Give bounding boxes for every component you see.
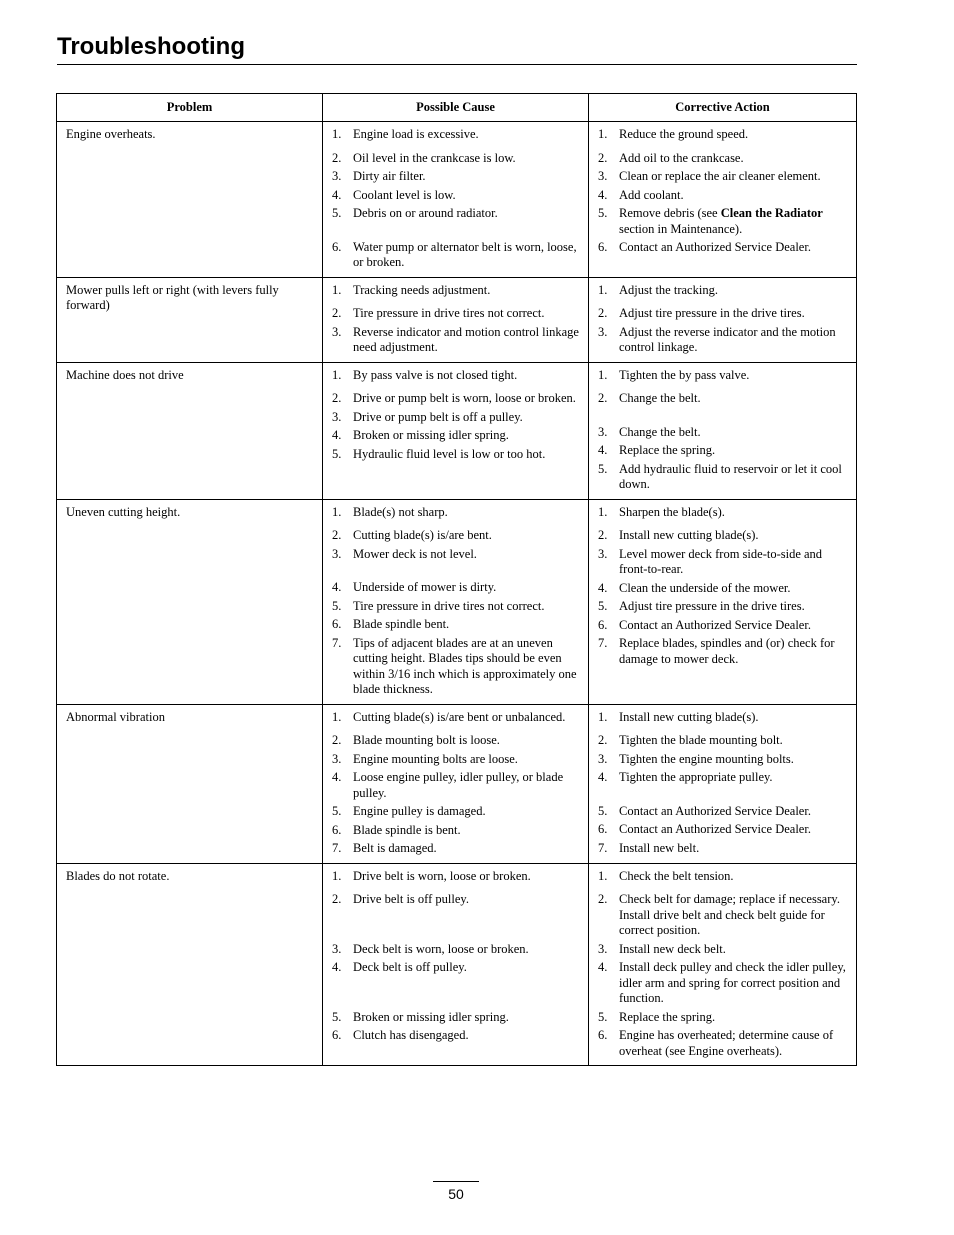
cause-number: 3. bbox=[332, 324, 342, 339]
cause-text: Oil level in the crankcase is low. bbox=[353, 150, 516, 165]
action-text: Tighten the appropriate pulley. bbox=[619, 770, 773, 784]
action-item bbox=[598, 710, 847, 726]
action-text: Contact an Authorized Service Dealer. bbox=[619, 617, 811, 632]
action-number: 4. bbox=[598, 443, 608, 457]
cause-cell bbox=[323, 122, 589, 278]
cause-text: Coolant level is low. bbox=[353, 187, 456, 202]
header-possible-cause: Possible Cause bbox=[323, 94, 589, 122]
action-item bbox=[598, 752, 847, 768]
cause-cell bbox=[323, 277, 589, 362]
action-number: 1. bbox=[598, 709, 608, 724]
action-number: 2. bbox=[598, 150, 608, 165]
action-item bbox=[598, 869, 847, 885]
cause-number: 3. bbox=[332, 751, 342, 766]
action-number: 6. bbox=[598, 1028, 608, 1042]
action-item bbox=[598, 462, 847, 493]
cause-number: 1. bbox=[332, 868, 342, 883]
cause-text: Cutting blade(s) is/are bent. bbox=[353, 528, 492, 542]
action-text: Add coolant. bbox=[619, 187, 684, 202]
action-text: Adjust the tracking. bbox=[619, 282, 718, 297]
action-number: 3. bbox=[598, 941, 608, 956]
cause-list bbox=[332, 368, 579, 463]
action-text: Reduce the ground speed. bbox=[619, 127, 749, 141]
cause-item bbox=[332, 391, 579, 407]
cause-item bbox=[332, 547, 579, 563]
problem-cell: Uneven cutting height. bbox=[57, 499, 323, 704]
cause-list bbox=[332, 283, 579, 356]
action-cell bbox=[589, 704, 857, 863]
action-text: Contact an Authorized Service Dealer. bbox=[619, 803, 811, 818]
action-text: Add oil to the crankcase. bbox=[619, 150, 744, 165]
cause-item bbox=[332, 869, 579, 885]
cause-number: 5. bbox=[332, 804, 342, 818]
action-item bbox=[598, 636, 847, 667]
cause-item bbox=[332, 892, 579, 908]
action-number: 3. bbox=[598, 424, 608, 439]
cause-number: 3. bbox=[332, 941, 342, 956]
cause-text: Broken or missing idler spring. bbox=[353, 428, 509, 442]
cause-text: Water pump or alternator belt is worn, loose, or broken. bbox=[353, 239, 577, 269]
action-number: 5. bbox=[598, 461, 608, 476]
action-item bbox=[598, 599, 847, 615]
cause-number: 5. bbox=[332, 598, 342, 613]
cause-number: 6. bbox=[332, 1028, 342, 1042]
table-row bbox=[57, 362, 857, 499]
cause-item bbox=[332, 804, 579, 820]
action-item bbox=[598, 581, 847, 597]
cause-text: Clutch has disengaged. bbox=[353, 1028, 469, 1042]
cause-item bbox=[332, 599, 579, 615]
action-number: 3. bbox=[598, 751, 608, 766]
cause-item bbox=[332, 283, 579, 299]
action-number: 2. bbox=[598, 733, 608, 747]
action-item bbox=[598, 325, 847, 356]
action-item bbox=[598, 169, 847, 185]
cause-item bbox=[332, 617, 579, 633]
action-text bbox=[619, 206, 847, 237]
action-text: Tighten the blade mounting bolt. bbox=[619, 733, 783, 747]
action-item bbox=[598, 443, 847, 459]
cause-number: 7. bbox=[332, 841, 342, 855]
cause-text: Belt is damaged. bbox=[353, 841, 437, 855]
action-number: 1. bbox=[598, 367, 608, 382]
cause-item bbox=[332, 325, 579, 356]
cause-number: 1. bbox=[332, 282, 342, 297]
cause-number: 3. bbox=[332, 546, 342, 561]
header-corrective-action: Corrective Action bbox=[589, 94, 857, 122]
action-item bbox=[598, 618, 847, 634]
action-text-part: section in Maintenance). bbox=[619, 221, 743, 236]
cause-text: Tire pressure in drive tires not correct. bbox=[353, 598, 545, 613]
action-item bbox=[598, 240, 847, 256]
action-number: 1. bbox=[598, 282, 608, 297]
action-text: Change the belt. bbox=[619, 424, 701, 439]
cause-number: 2. bbox=[332, 528, 342, 542]
cause-number: 7. bbox=[332, 635, 342, 650]
action-list bbox=[598, 505, 847, 668]
action-text: Adjust tire pressure in the drive tires. bbox=[619, 599, 805, 613]
cause-text: Loose engine pulley, idler pulley, or blade pulley. bbox=[353, 770, 564, 800]
cause-item bbox=[332, 580, 579, 596]
cause-item bbox=[332, 447, 579, 463]
cause-item bbox=[332, 206, 579, 222]
action-list bbox=[598, 368, 847, 493]
problem-cell: Engine overheats. bbox=[57, 122, 323, 278]
action-item bbox=[598, 151, 847, 167]
action-number: 4. bbox=[598, 187, 608, 202]
action-number: 1. bbox=[598, 127, 608, 141]
action-item bbox=[598, 841, 847, 857]
cause-item bbox=[332, 410, 579, 426]
action-text: Engine has overheated; determine cause of overheat (see Engine overheats). bbox=[619, 1028, 834, 1058]
action-item bbox=[598, 188, 847, 204]
cause-number: 1. bbox=[332, 504, 342, 519]
action-number: 4. bbox=[598, 580, 608, 595]
action-number: 2. bbox=[598, 306, 608, 320]
action-text: Install new deck belt. bbox=[619, 941, 726, 956]
action-list bbox=[598, 710, 847, 857]
action-item bbox=[598, 368, 847, 384]
action-item bbox=[598, 892, 847, 939]
action-text: Install deck pulley and check the idler pulley, idler arm and spring for correct position and function. bbox=[619, 960, 846, 1005]
action-text: Adjust tire pressure in the drive tires. bbox=[619, 306, 805, 320]
cause-item bbox=[332, 240, 579, 271]
cause-number: 5. bbox=[332, 1009, 342, 1024]
cause-text: Reverse indicator and motion control linkage need adjustment. bbox=[353, 324, 579, 354]
cause-item bbox=[332, 368, 579, 384]
cause-cell bbox=[323, 362, 589, 499]
page-number: 50 bbox=[448, 1186, 464, 1202]
action-number: 2. bbox=[598, 892, 608, 906]
cause-text: Dirty air filter. bbox=[353, 169, 426, 183]
cause-number: 1. bbox=[332, 127, 342, 141]
table-row bbox=[57, 277, 857, 362]
problem-cell: Blades do not rotate. bbox=[57, 863, 323, 1066]
cause-text: Deck belt is worn, loose or broken. bbox=[353, 941, 529, 956]
cause-text: Hydraulic fluid level is low or too hot. bbox=[353, 446, 546, 461]
action-text: Add hydraulic fluid to reservoir or let it cool down. bbox=[619, 461, 842, 491]
cause-number: 4. bbox=[332, 428, 342, 442]
action-number: 6. bbox=[598, 617, 608, 632]
cause-text: Drive belt is worn, loose or broken. bbox=[353, 868, 531, 883]
action-text: Contact an Authorized Service Dealer. bbox=[619, 240, 811, 254]
action-text: Replace the spring. bbox=[619, 443, 716, 457]
cause-item bbox=[332, 151, 579, 167]
action-number: 1. bbox=[598, 504, 608, 519]
cause-cell bbox=[323, 704, 589, 863]
cause-number: 4. bbox=[332, 187, 342, 202]
action-text: Replace the spring. bbox=[619, 1009, 716, 1024]
action-text: Install new belt. bbox=[619, 840, 700, 855]
cause-item bbox=[332, 1028, 579, 1044]
action-text: Check the belt tension. bbox=[619, 868, 734, 883]
cause-text: Cutting blade(s) is/are bent or unbalanced. bbox=[353, 709, 566, 724]
table-row bbox=[57, 122, 857, 278]
cause-text: Engine load is excessive. bbox=[353, 127, 479, 141]
header-problem: Problem bbox=[57, 94, 323, 122]
action-item bbox=[598, 547, 847, 578]
cause-number: 2. bbox=[332, 892, 342, 906]
cause-number: 3. bbox=[332, 409, 342, 424]
cause-number: 4. bbox=[332, 580, 342, 594]
action-text: Contact an Authorized Service Dealer. bbox=[619, 822, 811, 836]
cause-item bbox=[332, 823, 579, 839]
problem-cell: Abnormal vibration bbox=[57, 704, 323, 863]
cause-text: Drive or pump belt is off a pulley. bbox=[353, 409, 523, 424]
page-title: Troubleshooting bbox=[57, 33, 245, 60]
troubleshooting-table bbox=[56, 93, 857, 1066]
action-text: Tighten the engine mounting bolts. bbox=[619, 751, 794, 766]
action-item bbox=[598, 1010, 847, 1026]
cause-text: Debris on or around radiator. bbox=[353, 206, 498, 220]
action-text-part: Remove debris (see bbox=[619, 206, 721, 220]
action-number: 5. bbox=[598, 599, 608, 613]
action-number: 5. bbox=[598, 206, 608, 220]
action-item bbox=[598, 505, 847, 521]
action-item bbox=[598, 804, 847, 820]
cause-number: 4. bbox=[332, 770, 342, 784]
cause-text: Blade spindle is bent. bbox=[353, 822, 461, 837]
cause-number: 6. bbox=[332, 239, 342, 254]
cause-text: Broken or missing idler spring. bbox=[353, 1009, 509, 1024]
cause-cell bbox=[323, 499, 589, 704]
action-list bbox=[598, 869, 847, 1060]
cause-number: 3. bbox=[332, 169, 342, 183]
cause-text: Blade(s) not sharp. bbox=[353, 504, 448, 519]
cause-item bbox=[332, 127, 579, 143]
action-item bbox=[598, 391, 847, 407]
action-number: 6. bbox=[598, 822, 608, 836]
action-text: Change the belt. bbox=[619, 391, 701, 405]
cause-list bbox=[332, 505, 579, 698]
action-list bbox=[598, 283, 847, 356]
action-item bbox=[598, 425, 847, 441]
action-number: 3. bbox=[598, 546, 608, 561]
cause-text: By pass valve is not closed tight. bbox=[353, 367, 518, 382]
cause-number: 5. bbox=[332, 206, 342, 220]
cause-item bbox=[332, 636, 579, 698]
cause-item bbox=[332, 306, 579, 322]
cause-text: Tips of adjacent blades are at an uneven cutting height. Blades tips should be even within 3/16 inch which is approximately one blade thickness. bbox=[353, 635, 577, 696]
cause-text: Engine mounting bolts are loose. bbox=[353, 751, 518, 766]
cause-number: 1. bbox=[332, 367, 342, 382]
action-item bbox=[598, 770, 847, 786]
action-item bbox=[598, 306, 847, 322]
action-number: 1. bbox=[598, 868, 608, 883]
cause-text: Tracking needs adjustment. bbox=[353, 282, 491, 297]
action-text: Install new cutting blade(s). bbox=[619, 528, 759, 542]
cause-text: Blade mounting bolt is loose. bbox=[353, 733, 500, 747]
action-item bbox=[598, 206, 847, 237]
cause-item bbox=[332, 841, 579, 857]
action-text: Level mower deck from side-to-side and front-to-rear. bbox=[619, 546, 823, 576]
action-number: 5. bbox=[598, 1009, 608, 1024]
action-number: 2. bbox=[598, 391, 608, 405]
action-number: 3. bbox=[598, 169, 608, 183]
cause-item bbox=[332, 942, 579, 958]
cause-number: 2. bbox=[332, 733, 342, 747]
cause-item bbox=[332, 752, 579, 768]
cause-text: Blade spindle bent. bbox=[353, 617, 450, 631]
action-cell bbox=[589, 362, 857, 499]
action-number: 4. bbox=[598, 770, 608, 784]
cause-list bbox=[332, 710, 579, 857]
cause-number: 1. bbox=[332, 709, 342, 724]
cause-number: 2. bbox=[332, 150, 342, 165]
action-cell bbox=[589, 277, 857, 362]
cause-text: Deck belt is off pulley. bbox=[353, 960, 467, 974]
action-number: 7. bbox=[598, 636, 608, 650]
cause-number: 2. bbox=[332, 391, 342, 405]
cause-item bbox=[332, 770, 579, 801]
table-row bbox=[57, 704, 857, 863]
action-list bbox=[598, 127, 847, 256]
cause-item bbox=[332, 1010, 579, 1026]
cause-number: 5. bbox=[332, 446, 342, 461]
action-text: Replace blades, spindles and (or) check for damage to mower deck. bbox=[619, 636, 835, 666]
action-item bbox=[598, 942, 847, 958]
title-divider bbox=[57, 64, 857, 65]
action-item bbox=[598, 1028, 847, 1059]
cause-item bbox=[332, 733, 579, 749]
cause-item bbox=[332, 188, 579, 204]
action-item bbox=[598, 283, 847, 299]
action-text: Adjust the reverse indicator and the motion control linkage. bbox=[619, 324, 836, 354]
action-number: 7. bbox=[598, 840, 608, 855]
cause-text: Mower deck is not level. bbox=[353, 546, 477, 561]
action-text: Clean the underside of the mower. bbox=[619, 580, 791, 595]
cause-cell bbox=[323, 863, 589, 1066]
section-reference: Clean the Radiator bbox=[720, 206, 823, 220]
action-cell bbox=[589, 122, 857, 278]
action-item bbox=[598, 733, 847, 749]
action-number: 4. bbox=[598, 960, 608, 974]
action-text: Install new cutting blade(s). bbox=[619, 709, 759, 724]
cause-text: Underside of mower is dirty. bbox=[353, 580, 497, 594]
cause-number: 2. bbox=[332, 306, 342, 320]
problem-cell: Machine does not drive bbox=[57, 362, 323, 499]
cause-text: Tire pressure in drive tires not correct. bbox=[353, 306, 545, 320]
table-header-row bbox=[57, 94, 857, 122]
action-cell bbox=[589, 499, 857, 704]
action-text: Tighten the by pass valve. bbox=[619, 367, 750, 382]
action-cell bbox=[589, 863, 857, 1066]
action-number: 3. bbox=[598, 324, 608, 339]
action-number: 5. bbox=[598, 803, 608, 818]
cause-item bbox=[332, 528, 579, 544]
cause-item bbox=[332, 960, 579, 976]
cause-number: 6. bbox=[332, 822, 342, 837]
cause-item bbox=[332, 710, 579, 726]
action-text: Sharpen the blade(s). bbox=[619, 504, 725, 519]
cause-number: 4. bbox=[332, 960, 342, 974]
action-item bbox=[598, 960, 847, 1007]
cause-item bbox=[332, 169, 579, 185]
footer-divider bbox=[433, 1181, 479, 1182]
action-item bbox=[598, 528, 847, 544]
action-number: 6. bbox=[598, 240, 608, 254]
cause-list bbox=[332, 127, 579, 271]
action-item bbox=[598, 127, 847, 143]
cause-text: Drive or pump belt is worn, loose or broken. bbox=[353, 391, 576, 405]
cause-item bbox=[332, 428, 579, 444]
cause-text: Engine pulley is damaged. bbox=[353, 804, 486, 818]
table-row bbox=[57, 499, 857, 704]
cause-item bbox=[332, 505, 579, 521]
action-number: 2. bbox=[598, 528, 608, 542]
action-item bbox=[598, 822, 847, 838]
action-text: Check belt for damage; replace if necessary. Install drive belt and check belt guide for correct position. bbox=[619, 892, 840, 937]
problem-cell: Mower pulls left or right (with levers fully forward) bbox=[57, 277, 323, 362]
cause-list bbox=[332, 869, 579, 1044]
action-text: Clean or replace the air cleaner element. bbox=[619, 169, 821, 183]
cause-text: Drive belt is off pulley. bbox=[353, 892, 469, 906]
table-row bbox=[57, 863, 857, 1066]
cause-number: 6. bbox=[332, 617, 342, 631]
